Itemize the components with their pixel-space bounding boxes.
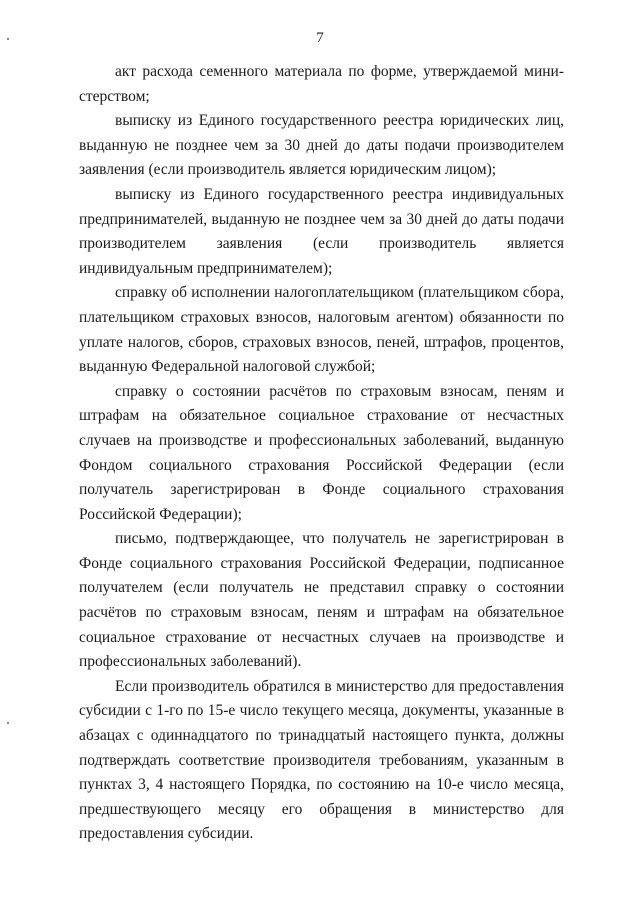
- paragraph-legal-entities-register: выписку из Единого государственного реестра юридических лиц, выданную не позднее чем за 30 дней до даты подачи производителем заявления (если производитель является юридическим лицом);: [79, 112, 564, 179]
- paragraph-tax-certificate: справку об исполнении налогоплательщиком (плательщиком сбора, плательщиком страховых взносов, налоговым агентом) обязанности по уплате налогов, сборов, страховых взносов, пеней, штрафов, процентов, выданную Федеральной налоговой службой;: [79, 284, 564, 376]
- paragraph-application-period: Если производитель обратился в министерство для предоставления субсидии с 1-го по 15-е число текущего месяца, документы, указанные в абзацах с одиннадцатого по тринадцатый настоящего пункта, должны подтверждать соответствие производителя требованиям, указанным в пунктах 3, 4 настоящего Порядка, по состоянию на 10-е число месяца, предшествующего месяцу его обращения в министерство для предоставления субсидии.: [79, 677, 564, 843]
- paragraph-entrepreneurs-register: выписку из Единого государственного реестра индивидуальных предпринимателей, выданную не позднее чем за 30 дней до даты подачи производителем заявления (если производитель является индивидуальным предпринимателем);: [79, 185, 564, 277]
- scan-margin-mark: [7, 722, 9, 724]
- paragraph-social-fund-letter: письмо, подтверждающее, что получатель не зарегистрирован в Фонде социального страхования Российской Федерации, подписанное получателем (если получатель не представил справку о состоянии расчётов по страховым взносам, пеням и штрафам на обязательное социальное страхование от несчастных случаев на производстве и профессиональных заболеваний).: [79, 530, 564, 671]
- paragraph-insurance-certificate: справку о состоянии расчётов по страховым взносам, пеням и штрафам на обязательное социальное страхование от несчастных случаев на производстве и профессиональных заболеваний, выданную Фондом социального страхования Российской Федерации (если получатель зарегистрирован в Фонде социального страхования Российской Федерации);: [79, 382, 564, 523]
- paragraph-seed-consumption-act: акт расхода семенного материала по форме, утверждаемой министерством;: [79, 63, 564, 105]
- scan-margin-mark: [7, 38, 9, 40]
- page-number: 7: [316, 30, 324, 46]
- document-body: [79, 60, 564, 847]
